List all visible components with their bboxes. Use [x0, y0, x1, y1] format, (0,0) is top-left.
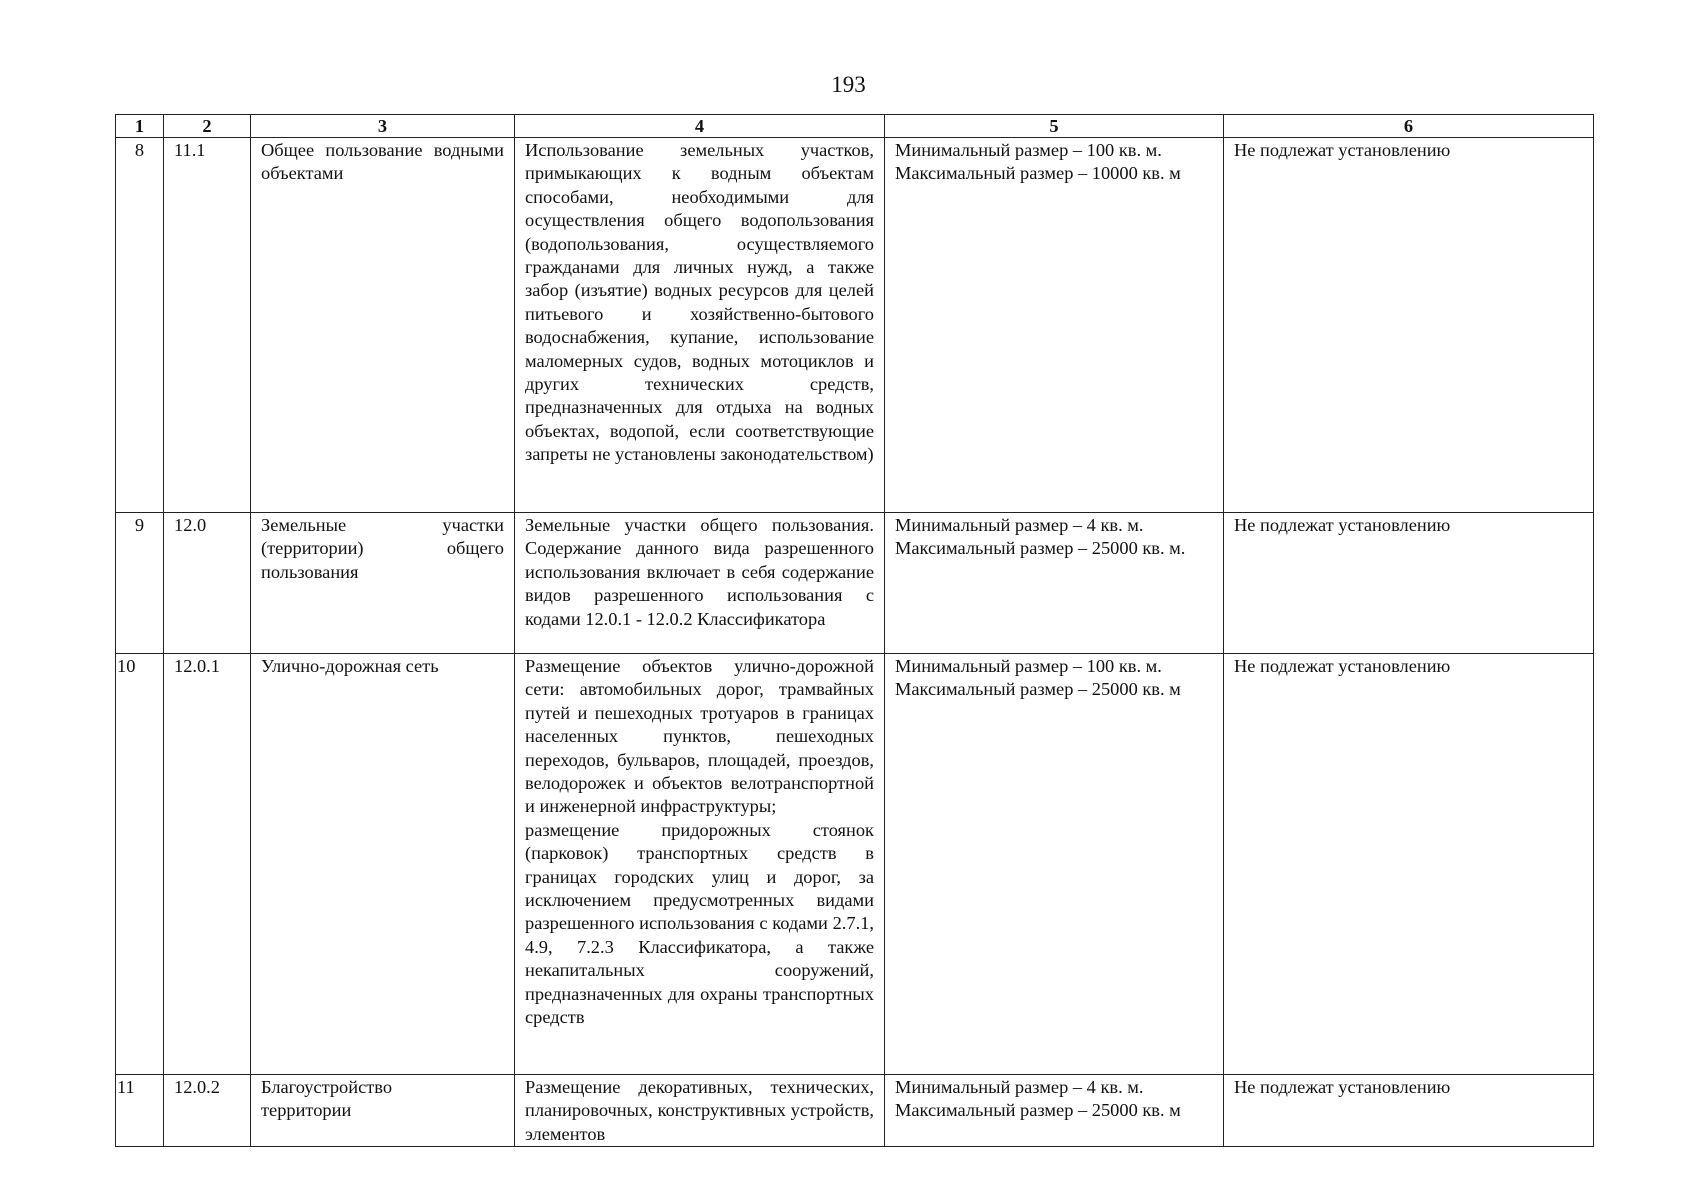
column-header-2: 2	[164, 115, 251, 138]
table-header-row	[116, 115, 1594, 138]
plot-size-limits	[885, 1075, 1224, 1147]
use-name: Благоустройство территории	[251, 1075, 515, 1147]
column-header-6: 6	[1224, 115, 1594, 138]
plot-size-limits	[885, 654, 1224, 1075]
use-code: 11.1	[164, 138, 251, 513]
use-description: Размещение декоративных, технических, планировочных, конструктивных устройств, элементов	[515, 1075, 885, 1147]
size-min: Минимальный размер – 4 кв. м.	[895, 515, 1144, 535]
restrictions: Не подлежат установлению	[1224, 513, 1594, 654]
use-code: 12.0.2	[164, 1075, 251, 1147]
use-description: Земельные участки общего пользования. Содержание данного вида разрешенного использования включает в себя содержание видов разрешенного использования с кодами 12.0.1 - 12.0.2 Классификатора	[515, 513, 885, 654]
column-header-4: 4	[515, 115, 885, 138]
row-number: 8	[116, 138, 164, 513]
row-number: 11	[116, 1075, 164, 1147]
column-header-3: 3	[251, 115, 515, 138]
use-name: Общее пользование водными объектами	[251, 138, 515, 513]
use-description: Использование земельных участков, примыкающих к водным объектам способами, необходимыми для осуществления общего водопользования (водопользования, осуществляемого гражданами для личных нужд, а также забор (изъятие) водных ресурсов для целей питьевого и хозяйственно-бытового водоснабжения, купание, использование маломерных судов, водных мотоциклов и других технических средств, предназначенных для отдыха на водных объектах, водопой, если соответствующие запреты не установлены законодательством)	[515, 138, 885, 513]
row-number: 9	[116, 513, 164, 654]
land-use-table	[115, 114, 1594, 1147]
column-header-1: 1	[116, 115, 164, 138]
restrictions: Не подлежат установлению	[1224, 654, 1594, 1075]
size-max: Максимальный размер – 25000 кв. м.	[895, 538, 1186, 559]
restrictions: Не подлежат установлению	[1224, 1075, 1594, 1147]
use-code: 12.0.1	[164, 654, 251, 1075]
restrictions: Не подлежат установлению	[1224, 138, 1594, 513]
plot-size-limits	[885, 513, 1224, 654]
description-part-2: размещение придорожных стоянок (парковок) транспортных средств в границах городских улиц и дорог, за исключением предусмотренных видами разрешенного использования с кодами 2.7.1, 4.9, 7.2.3 Классификатора, а также некапитальных сооружений, предназначенных для охраны транспортных средств	[525, 819, 874, 1028]
size-min: Минимальный размер – 100 кв. м.	[895, 656, 1162, 676]
column-header-5: 5	[885, 115, 1224, 138]
size-max: Максимальный размер – 25000 кв. м	[895, 1100, 1181, 1121]
table-row	[116, 138, 1594, 513]
table-row	[116, 1075, 1594, 1147]
use-name: Земельные участки (территории) общего пользования	[251, 513, 515, 654]
size-min: Минимальный размер – 100 кв. м.	[895, 140, 1162, 160]
row-number: 10	[116, 654, 164, 1075]
description-part-1: Размещение объектов улично-дорожной сети: автомобильных дорог, трамвайных путей и пешеходных тротуаров в границах населенных пунктов, пешеходных переходов, бульваров, площадей, проездов, велодорожек и объектов велотранспортной и инженерной инфраструктуры;	[525, 656, 874, 817]
size-min: Минимальный размер – 4 кв. м.	[895, 1077, 1144, 1097]
size-max: Максимальный размер – 25000 кв. м	[895, 679, 1181, 700]
table-row	[116, 513, 1594, 654]
use-description	[515, 654, 885, 1075]
use-code: 12.0	[164, 513, 251, 654]
plot-size-limits	[885, 138, 1224, 513]
page-number: 193	[831, 72, 866, 97]
table-row	[116, 654, 1594, 1075]
size-max: Максимальный размер – 10000 кв. м	[895, 163, 1181, 184]
use-name: Улично-дорожная сеть	[251, 654, 515, 1075]
